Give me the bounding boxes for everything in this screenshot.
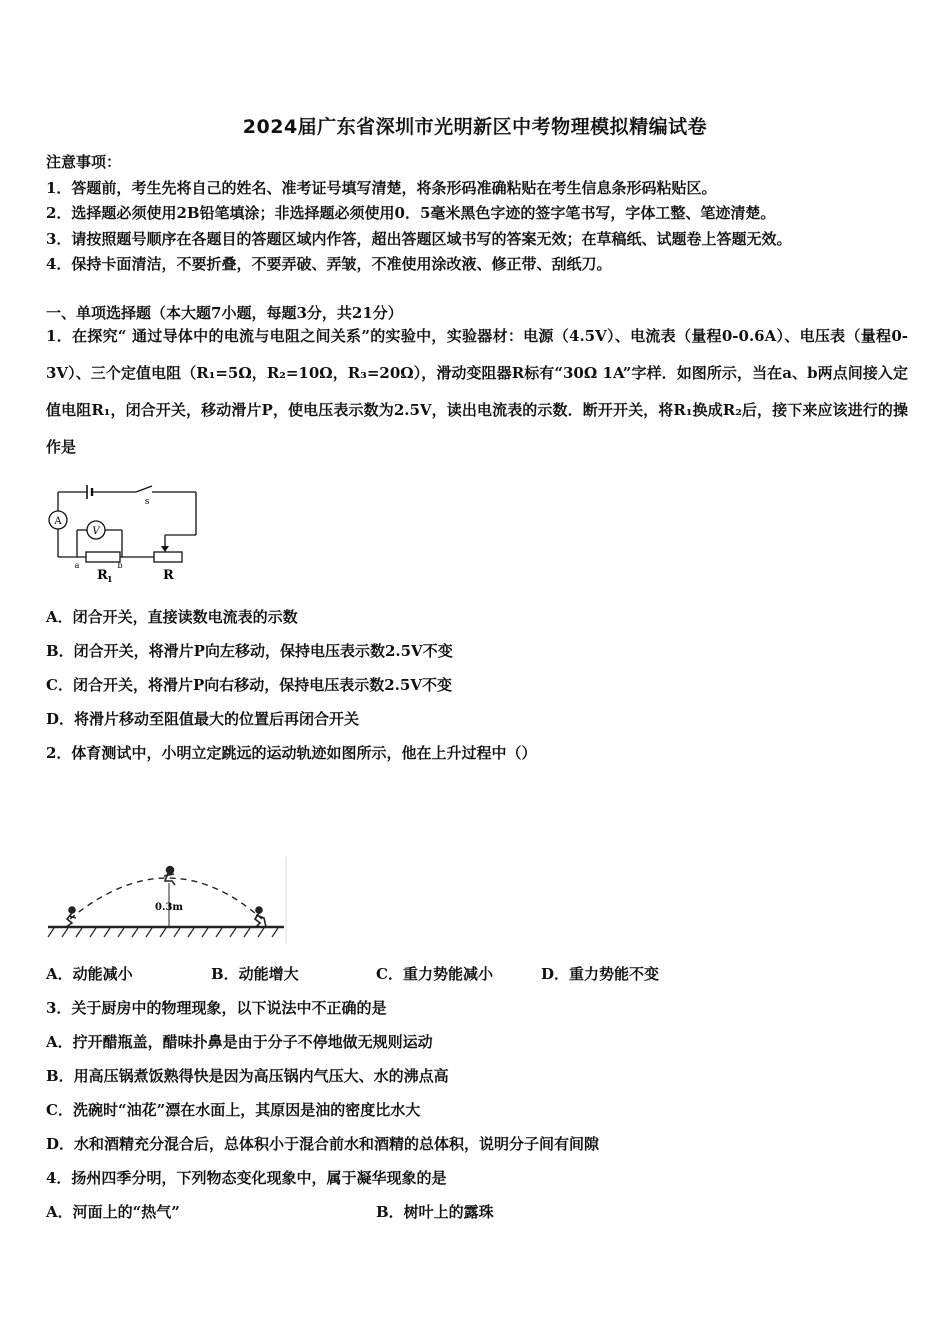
circuit-diagram — [44, 480, 204, 585]
jumper-peak-icon — [164, 867, 175, 886]
q3-option-b: B．用高压锅煮饭熟得快是因为高压锅内气压大、水的沸点高 — [46, 1067, 449, 1085]
q4-options — [46, 1201, 494, 1222]
section-heading: 一、单项选择题（本大题7小题，每题3分，共21分） — [46, 304, 403, 322]
notice-item: 2．选择题必须使用2B铅笔填涂；非选择题必须使用0．5毫米黑色字迹的签字笔书写，字体工整、笔迹清楚。 — [46, 204, 776, 222]
slider-arrow-icon — [161, 546, 169, 552]
page-title: 2024届广东省深圳市光明新区中考物理模拟精编试卷 — [242, 116, 708, 138]
q2-options — [46, 963, 659, 984]
notice-item: 4．保持卡面清洁，不要折叠，不要弄破、弄皱，不准使用涂改液、修正带、刮纸刀。 — [46, 255, 612, 273]
q1-option-c: C．闭合开关，将滑片P向右移动，保持电压表示数2.5V不变 — [46, 676, 452, 694]
q3-option-c: C．洗碗时“油花”漂在水面上，其原因是油的密度比水大 — [46, 1101, 421, 1119]
point-a-label: a — [74, 561, 80, 570]
q2-option-d: D．重力势能不变 — [541, 965, 660, 983]
point-b-label: b — [117, 561, 123, 570]
q1-option-b: B．闭合开关，将滑片P向左移动，保持电压表示数2.5V不变 — [46, 642, 453, 660]
notice-heading: 注意事项： — [46, 153, 122, 171]
q3-option-a: A．拧开醋瓶盖，醋味扑鼻是由于分子不停地做无规则运动 — [46, 1033, 433, 1051]
height-label: 0.3m — [155, 902, 183, 913]
notice-item: 3．请按照题号顺序在各题目的答题区域内作答，超出答题区域书写的答案无效；在草稿纸、试题卷上答题无效。 — [46, 230, 792, 248]
resistor-r1-icon — [86, 552, 120, 562]
r1-label: R — [97, 568, 108, 583]
q2-option-c: C．重力势能减小 — [376, 965, 493, 983]
notice-item: 1．答题前，考生先将自己的姓名、准考证号填写清楚，将条形码准确粘贴在考生信息条形码粘贴区。 — [46, 179, 717, 197]
jump-trajectory-diagram — [44, 855, 289, 945]
question-4-stem: 4．扬州四季分明，下列物态变化现象中，属于凝华现象的是 — [46, 1169, 447, 1187]
question-2-stem: 2．体育测试中，小明立定跳远的运动轨迹如图所示，他在上升过程中（） — [46, 744, 537, 762]
q4-option-a: A．河面上的“热气” — [46, 1203, 180, 1221]
q4-option-b: B．树叶上的露珠 — [376, 1203, 494, 1221]
r-label: R — [163, 568, 174, 583]
q2-option-b: B．动能增大 — [211, 965, 299, 983]
question-1-stem: 1．在探究“ 通过导体中的电流与电阻之间关系”的实验中，实验器材：电源（4.5V）、电流表（量程0-0.6A）、电压表（量程0-3V）、三个定值电阻（R₁=5Ω，R₂=10Ω，R₃=20Ω），滑动变阻器R标有“30Ω 1A”字样．如图所示，当在a、b两点间接入定值电阻R₁，闭合开关，移动滑片P，使电压表示数为2.5V，读出电流表的示数．断开开关，将R₁换成R₂后，接下来应该进行的操作是 — [46, 327, 908, 456]
q2-option-a: A．动能减小 — [46, 965, 133, 983]
jumper-land-icon — [255, 907, 266, 927]
question-3-stem: 3．关于厨房中的物理现象，以下说法中不正确的是 — [46, 999, 387, 1017]
q1-option-a: A．闭合开关，直接读数电流表的示数 — [46, 608, 298, 626]
ammeter-label: A — [54, 516, 62, 527]
q3-option-d: D．水和酒精充分混合后，总体积小于混合前水和酒精的总体积，说明分子间有间隙 — [46, 1135, 600, 1153]
switch-icon — [136, 486, 152, 492]
q1-option-d: D．将滑片移动至阻值最大的位置后再闭合开关 — [46, 710, 360, 728]
switch-label: s — [144, 497, 150, 507]
jumper-start-icon — [66, 907, 76, 927]
r1-subscript: 1 — [107, 574, 113, 584]
rheostat-icon — [154, 552, 182, 562]
voltmeter-label: V — [92, 526, 100, 537]
